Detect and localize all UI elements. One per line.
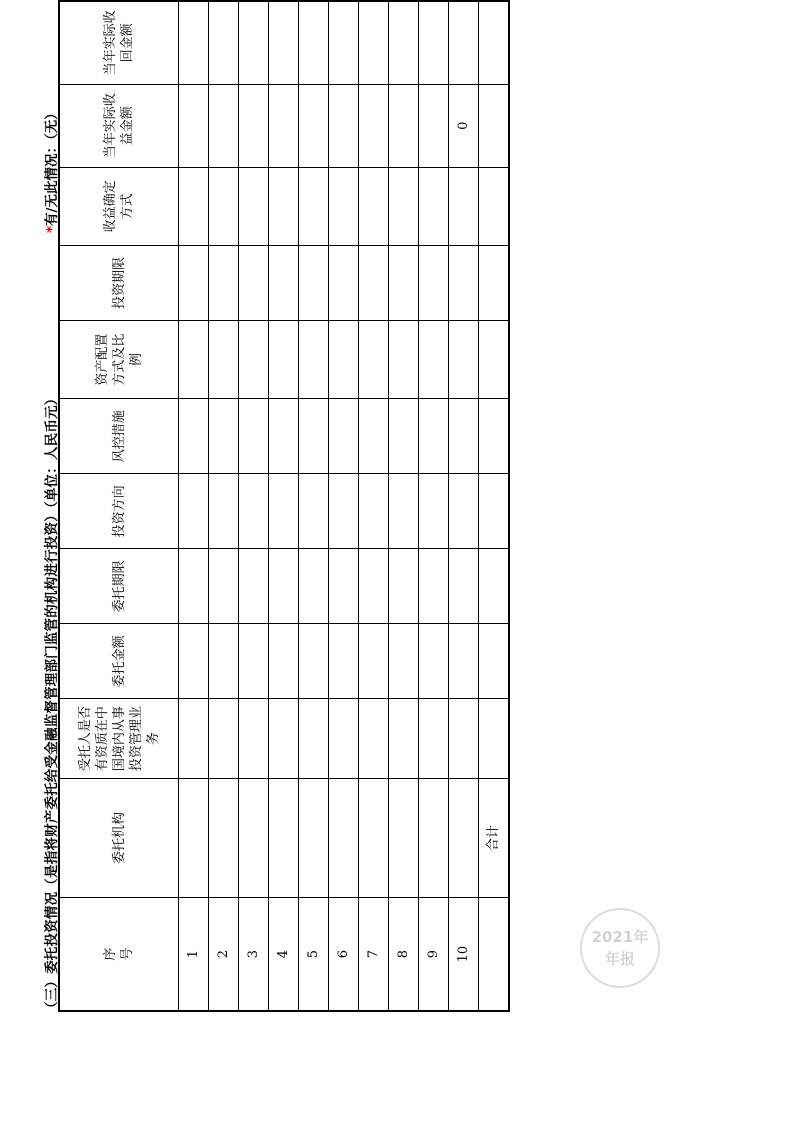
header-seq: 序号	[59, 898, 179, 1011]
watermark-year: 2021年	[591, 928, 649, 946]
seq-cell: 1	[179, 898, 209, 1011]
seq-cell: 3	[239, 898, 269, 1011]
header-qualified: 受托人是否有资质在中国境内从事投资管理业务	[59, 699, 179, 778]
table-row	[299, 1, 329, 1011]
watermark-label: 年报	[604, 950, 635, 968]
total-row	[479, 1, 510, 1011]
header-term: 委托期限	[59, 549, 179, 624]
seq-cell: 8	[389, 898, 419, 1011]
table-row	[239, 1, 269, 1011]
seq-cell: 9	[419, 898, 449, 1011]
header-income-actual: 当年实际收益金额	[59, 84, 179, 167]
table-row	[389, 1, 419, 1011]
header-allocation: 资产配置方式及比例	[59, 321, 179, 399]
income-actual-cell[interactable]	[269, 84, 299, 167]
income-actual-cell[interactable]	[239, 84, 269, 167]
income-actual-cell[interactable]	[179, 84, 209, 167]
income-actual-cell[interactable]	[419, 84, 449, 167]
header-risk: 风控措施	[59, 399, 179, 474]
availability-text: 有/无此情况：（无）	[44, 106, 60, 226]
income-actual-cell[interactable]: 0	[449, 84, 479, 167]
seq-cell: 6	[329, 898, 359, 1011]
seq-cell: 2	[209, 898, 239, 1011]
income-actual-cell[interactable]	[209, 84, 239, 167]
seq-cell: 5	[299, 898, 329, 1011]
table-row	[449, 1, 479, 1011]
header-row	[59, 1, 179, 1011]
header-income-method: 收益确定方式	[59, 167, 179, 245]
header-direction: 投资方向	[59, 474, 179, 549]
income-actual-cell[interactable]	[359, 84, 389, 167]
header-trustee: 委托机构	[59, 778, 179, 897]
table-row	[179, 1, 209, 1011]
income-actual-cell[interactable]	[299, 84, 329, 167]
annual-report-watermark	[580, 908, 660, 988]
total-blank	[479, 898, 510, 1011]
entrusted-investment-table	[58, 0, 510, 1012]
table-row	[329, 1, 359, 1011]
table-row	[359, 1, 389, 1011]
seq-cell: 4	[269, 898, 299, 1011]
table-row	[209, 1, 239, 1011]
total-label: 合计	[479, 778, 510, 897]
availability-note	[40, 106, 60, 233]
section-title: （三）委托投资情况（是指将财产委托给受金融监督管理部门监管的机构进行投资）（单位：人民币元）	[44, 391, 60, 1015]
required-star: *	[44, 225, 60, 233]
income-actual-cell[interactable]	[329, 84, 359, 167]
table-row	[269, 1, 299, 1011]
header-amount: 委托金额	[59, 624, 179, 699]
table-row	[419, 1, 449, 1011]
income-actual-cell[interactable]	[389, 84, 419, 167]
header-recovered-actual: 当年实际收回金额	[59, 1, 179, 84]
header-invest-term: 投资期限	[59, 245, 179, 320]
seq-cell: 7	[359, 898, 389, 1011]
seq-cell: 10	[449, 898, 479, 1011]
